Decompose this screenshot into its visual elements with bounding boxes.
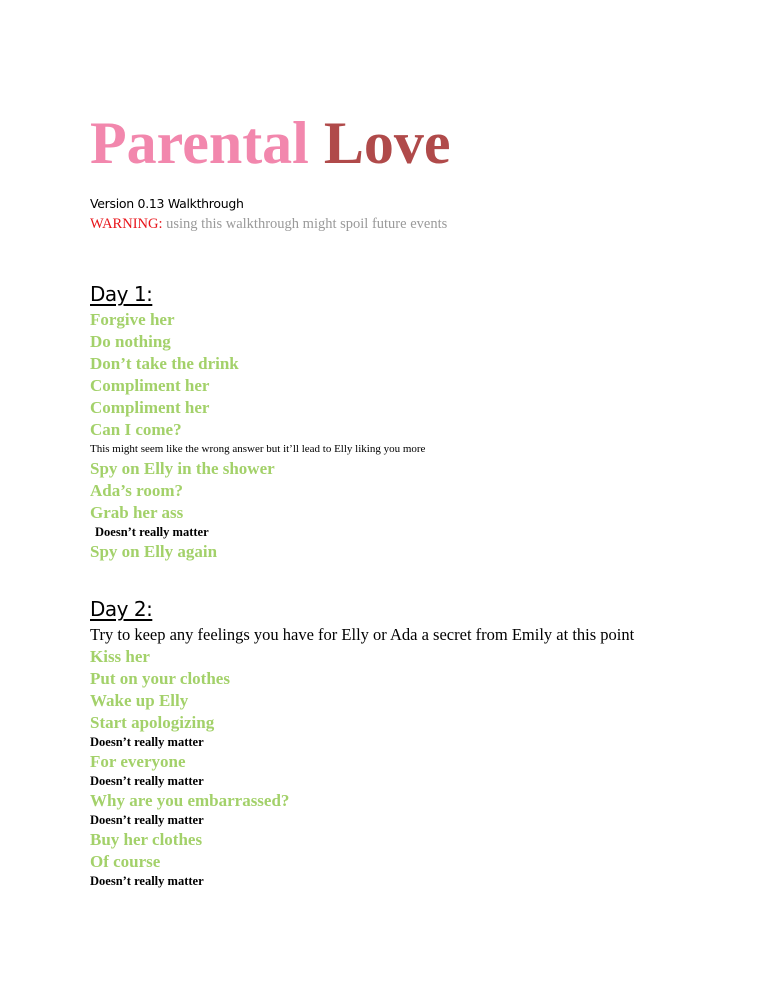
walkthrough-choice: Can I come? xyxy=(90,420,182,439)
title-part-parental: Parental xyxy=(90,110,309,176)
version-subtitle: Version 0.13 Walkthrough xyxy=(90,196,244,211)
walkthrough-choice: Why are you embarrassed? xyxy=(90,791,290,810)
spoiler-warning xyxy=(90,216,447,233)
walkthrough-note: Doesn’t really matter xyxy=(90,735,204,749)
walkthrough-choice: For everyone xyxy=(90,752,186,771)
warning-text: using this walkthrough might spoil future events xyxy=(162,216,448,232)
walkthrough-note: Doesn’t really matter xyxy=(90,813,204,827)
walkthrough-choice: Of course xyxy=(90,852,161,871)
document-title xyxy=(90,109,451,177)
walkthrough-choice: Don’t take the drink xyxy=(90,354,239,373)
title-part-love: Love xyxy=(323,110,451,176)
day1-choice-list xyxy=(90,309,425,563)
walkthrough-choice: Buy her clothes xyxy=(90,830,203,849)
walkthrough-intro: Try to keep any feelings you have for Elly or Ada a secret from Emily at this point xyxy=(90,625,635,644)
walkthrough-choice: Kiss her xyxy=(90,647,150,666)
walkthrough-choice: Spy on Elly in the shower xyxy=(90,459,275,478)
day2-choice-list xyxy=(90,624,634,890)
walkthrough-note: Doesn’t really matter xyxy=(95,525,209,539)
walkthrough-choice: Spy on Elly again xyxy=(90,542,218,561)
walkthrough-choice: Forgive her xyxy=(90,310,175,329)
walkthrough-choice: Compliment her xyxy=(90,376,210,395)
walkthrough-choice: Start apologizing xyxy=(90,713,215,732)
walkthrough-choice: Grab her ass xyxy=(90,503,184,522)
walkthrough-choice: Put on your clothes xyxy=(90,669,230,688)
warning-label: WARNING: xyxy=(90,216,163,232)
day2-heading: Day 2: xyxy=(90,597,153,621)
walkthrough-choice: Compliment her xyxy=(90,398,210,417)
walkthrough-note: Doesn’t really matter xyxy=(90,774,204,788)
walkthrough-choice: Do nothing xyxy=(90,332,171,351)
day1-heading: Day 1: xyxy=(90,282,153,306)
walkthrough-note: Doesn’t really matter xyxy=(90,874,204,888)
walkthrough-choice: Ada’s room? xyxy=(90,481,184,500)
walkthrough-note: This might seem like the wrong answer but it’ll lead to Elly liking you more xyxy=(90,443,426,455)
walkthrough-choice: Wake up Elly xyxy=(90,691,189,710)
